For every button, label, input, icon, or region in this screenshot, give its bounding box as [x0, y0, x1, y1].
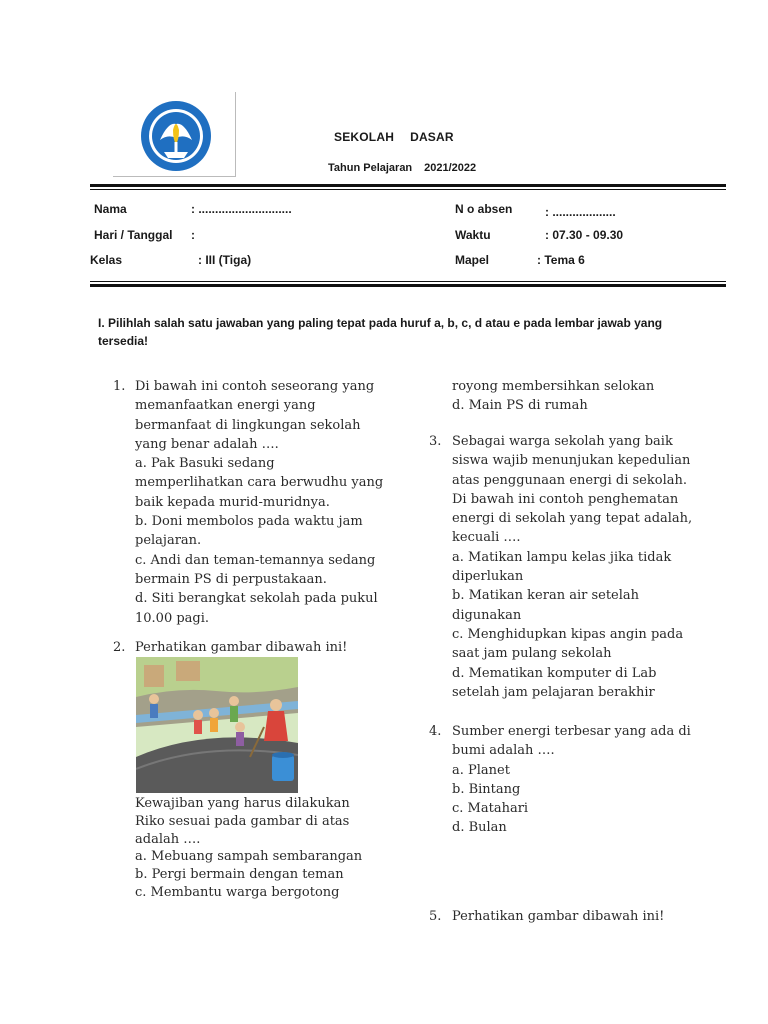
q3-line: setelah jam pelajaran berakhir — [452, 684, 655, 700]
q1-option-c: c. Andi dan teman-temannya sedang — [135, 552, 376, 568]
section-instruction: I. Pilihlah salah satu jawaban yang paling tepat pada huruf a, b, c, d atau e pada lembar jawab yang tersedia! — [98, 316, 663, 348]
nama-value: : ............................ — [191, 202, 292, 216]
q2-intro: Perhatikan gambar dibawah ini! — [135, 640, 348, 655]
academic-year — [328, 162, 476, 174]
year-label: Tahun Pelajaran — [328, 162, 413, 174]
waktu-value: : 07.30 - 09.30 — [545, 228, 624, 242]
question-number: 2. — [113, 640, 126, 655]
hari-label: Hari / Tanggal — [94, 228, 173, 242]
q2-option-d: d. Main PS di rumah — [452, 398, 588, 414]
q2-line: Riko sesuai pada gambar di atas — [135, 813, 350, 829]
waktu-label: Waktu — [455, 228, 491, 242]
q4-option-a: a. Planet — [452, 762, 510, 778]
header-rule-thick — [90, 184, 726, 187]
question-2-continued — [452, 377, 654, 416]
q2-line: adalah …. — [135, 831, 201, 847]
q1-line: 10.00 pagi. — [135, 610, 210, 626]
q4-line: Sumber energi terbesar yang ada di — [452, 724, 691, 739]
q3-option-c: c. Menghidupkan kipas angin pada — [452, 626, 684, 642]
community-cleanup-illustration — [136, 657, 298, 793]
q4-option-c: c. Matahari — [452, 801, 529, 817]
kelas-label: Kelas — [90, 253, 123, 267]
info-rule-thick — [90, 284, 726, 287]
school-name — [334, 130, 454, 144]
q1-line: Di bawah ini contoh seseorang yang — [135, 379, 375, 394]
q3-line: siswa wajib menunjukan kepedulian — [452, 453, 691, 469]
q1-option-b: b. Doni membolos pada waktu jam — [135, 514, 363, 530]
question-number: 5. — [429, 909, 442, 924]
q1-line: memanfaatkan energi yang — [135, 398, 316, 414]
q1-option-d: d. Siti berangkat sekolah pada pukul — [135, 591, 378, 607]
info-rule-thin — [90, 281, 726, 282]
q1-option-a: a. Pak Basuki sedang — [135, 456, 275, 472]
year-value: 2021/2022 — [424, 162, 477, 174]
q3-line: atas penggunaan energi di sekolah. — [452, 472, 687, 488]
q1-line: pelajaran. — [135, 533, 202, 549]
q3-line: saat jam pulang sekolah — [452, 646, 612, 662]
q3-line: energi di sekolah yang tepat adalah, — [452, 511, 693, 527]
q3-line: diperlukan — [452, 569, 524, 585]
q2-option-a: a. Mebuang sampah sembarangan — [135, 849, 363, 865]
q2-continued-line: royong membersihkan selokan — [452, 379, 655, 394]
school-word-dasar: DASAR — [410, 130, 454, 144]
q1-line: bermain PS di perpustakaan. — [135, 571, 327, 587]
header-rule-thin — [90, 189, 726, 190]
q1-line: memperlihatkan cara berwudhu yang — [135, 475, 384, 491]
q3-line: kecuali …. — [452, 530, 521, 546]
absen-value: : ................... — [545, 205, 616, 219]
mapel-value: : Tema 6 — [537, 253, 585, 267]
q3-option-b: b. Matikan keran air setelah — [452, 588, 640, 604]
question-number: 4. — [429, 724, 442, 739]
q5-intro: Perhatikan gambar dibawah ini! — [452, 909, 665, 924]
question-4-text — [452, 722, 691, 838]
question-1-text — [135, 377, 383, 628]
q4-option-b: b. Bintang — [452, 781, 521, 797]
q2-option-c: c. Membantu warga bergotong — [135, 884, 340, 900]
kelas-value: : III (Tiga) — [198, 253, 252, 267]
q3-line: Sebagai warga sekolah yang baik — [452, 434, 673, 449]
q4-line: bumi adalah …. — [452, 743, 555, 759]
nama-label: Nama — [94, 202, 127, 216]
hari-value: : — [191, 228, 195, 242]
q2-option-b: b. Pergi bermain dengan teman — [135, 867, 344, 883]
q4-option-d: d. Bulan — [452, 820, 507, 836]
q3-line: digunakan — [452, 607, 522, 623]
mapel-label: Mapel — [455, 253, 490, 267]
question-number: 1. — [113, 379, 126, 394]
q3-option-d: d. Mematikan komputer di Lab — [452, 665, 657, 681]
question-2-text — [135, 795, 362, 902]
question-3-text — [452, 432, 692, 702]
q1-line: bermanfaat di lingkungan sekolah — [135, 417, 361, 433]
school-word-sekolah: SEKOLAH — [334, 130, 395, 144]
q3-option-a: a. Matikan lampu kelas jika tidak — [452, 549, 672, 565]
tut-wuri-handayani-logo — [140, 100, 212, 172]
absen-label: N o absen — [455, 202, 513, 216]
q1-line: yang benar adalah …. — [135, 436, 279, 452]
q2-line: Kewajiban yang harus dilakukan — [135, 796, 350, 811]
q1-line: baik kepada murid-muridnya. — [135, 494, 330, 510]
question-number: 3. — [429, 434, 442, 449]
q3-line: Di bawah ini contoh penghematan — [452, 491, 679, 507]
